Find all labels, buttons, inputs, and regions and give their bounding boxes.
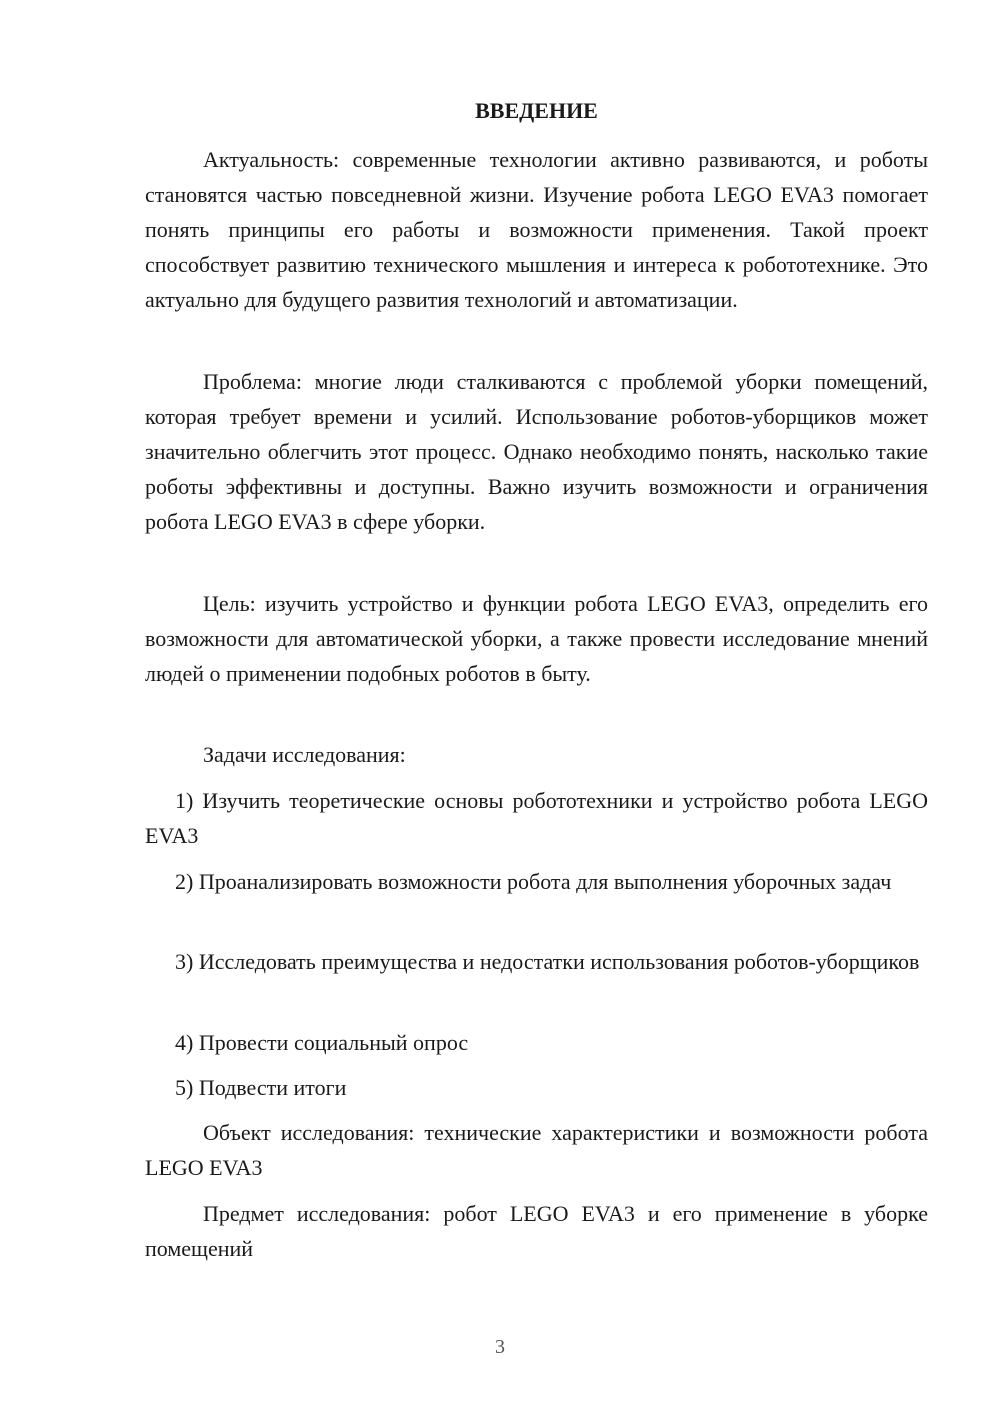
object-paragraph: Объект исследования: технические характеристики и возможности робота LEGO EVA3 xyxy=(145,1120,928,1180)
tasks-title: Задачи исследования: xyxy=(203,742,406,767)
subject-paragraph: Предмет исследования: робот LEGO EVA3 и его применение в уборке помещений xyxy=(145,1201,928,1261)
task-item-2: 2) Проанализировать возможности робота для выполнения уборочных задач xyxy=(175,869,892,894)
problem-paragraph: Проблема: многие люди сталкиваются с проблемой уборки помещений, которая требует времени и усилий. Использование роботов-уборщиков может значительно облегчить этот процесс. Однако необходимо понять, насколько такие роботы эффективны и доступны. Важно изучить возможности и ограничения робота LEGO EVA3 в сфере уборки. xyxy=(145,369,928,534)
task-item-1: 1) Изучить теоретические основы робототехники и устройство робота LEGO EVA3 xyxy=(145,788,928,848)
section-heading: ВВЕДЕНИЕ xyxy=(475,98,598,123)
page-number: 3 xyxy=(495,1336,505,1358)
goal-paragraph: Цель: изучить устройство и функции робота LEGO EVA3, определить его возможности для автоматической уборки, а также провести исследование мнений людей о применении подобных роботов в быту. xyxy=(145,591,928,686)
task-item-4: 4) Провести социальный опрос xyxy=(175,1030,469,1055)
relevance-paragraph: Актуальность: современные технологии активно развиваются, и роботы становятся частью повседневной жизни. Изучение робота LEGO EVA3 помогает понять принципы его работы и возможности применения. Такой проект способствует развитию технического мышления и интереса к робототехнике. Это актуально для будущего развития технологий и автоматизации. xyxy=(145,147,928,312)
task-item-3: 3) Исследовать преимущества и недостатки использования роботов-уборщиков xyxy=(175,949,920,974)
task-item-5: 5) Подвести итоги xyxy=(175,1075,347,1100)
